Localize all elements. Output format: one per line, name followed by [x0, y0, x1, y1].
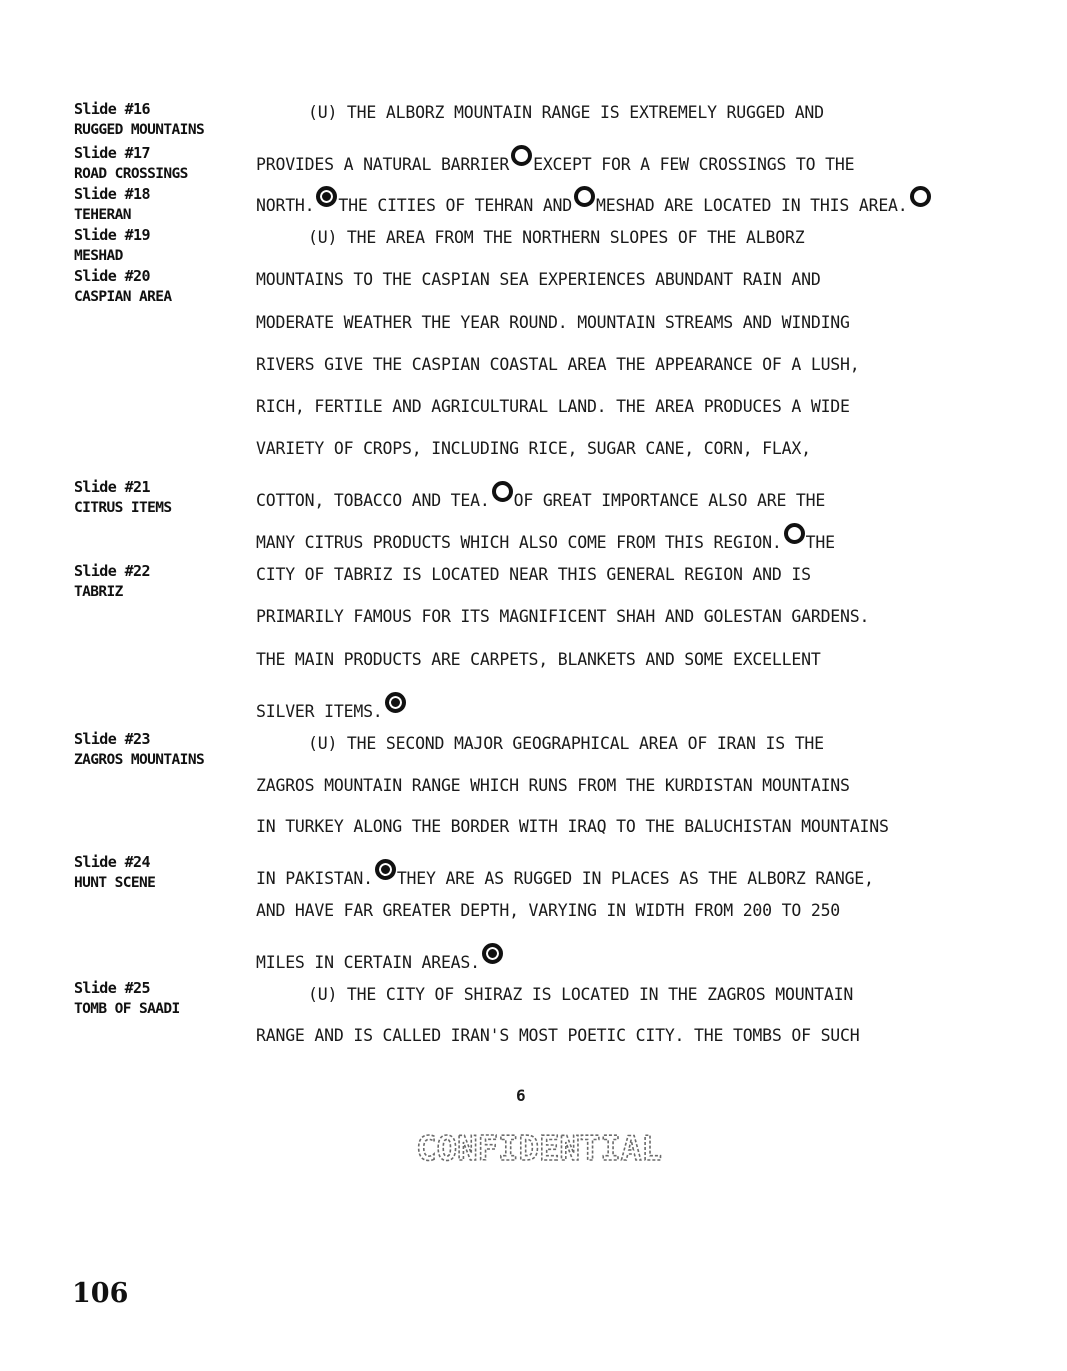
- body-line: VARIETY OF CROPS, INCLUDING RICE, SUGAR CANE, CORN, FLAX,: [256, 439, 811, 458]
- slide-cue-marker: [375, 859, 396, 880]
- body-text: SILVER ITEMS.: [256, 702, 383, 721]
- body-text: MILES IN CERTAIN AREAS.: [256, 953, 480, 972]
- slide-title: CITRUS ITEMS: [74, 499, 172, 516]
- slide-title: ZAGROS MOUNTAINS: [74, 751, 205, 768]
- body-line: (U) THE ALBORZ MOUNTAIN RANGE IS EXTREMELY RUGGED AND: [308, 103, 824, 122]
- classification-stamp-text: CONFIDENTIAL: [416, 1129, 662, 1169]
- body-line: CITY OF TABRIZ IS LOCATED NEAR THIS GENERAL REGION AND IS: [256, 565, 811, 584]
- body-line: [256, 692, 407, 721]
- body-text: PROVIDES A NATURAL BARRIER: [256, 155, 510, 174]
- body-line: [256, 481, 825, 510]
- body-text: THEY ARE AS RUGGED IN PLACES AS THE ALBORZ RANGE,: [396, 869, 874, 888]
- classification-stamp: [414, 1118, 664, 1170]
- slide-title: RUGGED MOUNTAINS: [74, 121, 205, 138]
- margin-note-slide-22: [74, 561, 150, 602]
- margin-note-slide-20: [74, 266, 172, 307]
- slide-title: TEHERAN: [74, 206, 131, 223]
- body-line: (U) THE SECOND MAJOR GEOGRAPHICAL AREA OF IRAN IS THE: [308, 734, 824, 753]
- body-line: MODERATE WEATHER THE YEAR ROUND. MOUNTAIN STREAMS AND WINDING: [256, 313, 850, 332]
- slide-title: CASPIAN AREA: [74, 288, 172, 305]
- document-page-number: 6: [516, 1086, 526, 1105]
- body-line: AND HAVE FAR GREATER DEPTH, VARYING IN WIDTH FROM 200 TO 250: [256, 901, 841, 920]
- slide-cue-marker: [784, 523, 805, 544]
- body-line: (U) THE CITY OF SHIRAZ IS LOCATED IN THE ZAGROS MOUNTAIN: [308, 985, 854, 1004]
- slide-cue-marker: [316, 186, 337, 207]
- margin-note-slide-17: [74, 143, 188, 184]
- body-line: PRIMARILY FAMOUS FOR ITS MAGNIFICENT SHAH AND GOLESTAN GARDENS.: [256, 607, 870, 626]
- body-text: MESHAD ARE LOCATED IN THIS AREA.: [596, 196, 908, 215]
- body-line: [256, 186, 932, 215]
- body-line: [256, 859, 874, 888]
- slide-label: Slide #18: [74, 185, 150, 203]
- body-line: THE MAIN PRODUCTS ARE CARPETS, BLANKETS AND SOME EXCELLENT: [256, 650, 821, 669]
- margin-note-slide-16: [74, 99, 204, 140]
- margin-note-slide-23: [74, 729, 204, 770]
- body-line: [256, 145, 854, 174]
- body-text: IN PAKISTAN.: [256, 869, 373, 888]
- body-text: OF GREAT IMPORTANCE ALSO ARE THE: [513, 491, 826, 510]
- margin-note-slide-24: [74, 852, 155, 893]
- body-line: [256, 943, 504, 972]
- body-line: ZAGROS MOUNTAIN RANGE WHICH RUNS FROM THE KURDISTAN MOUNTAINS: [256, 776, 850, 795]
- body-line: (U) THE AREA FROM THE NORTHERN SLOPES OF THE ALBORZ: [308, 228, 805, 247]
- slide-label: Slide #24: [74, 853, 150, 871]
- slide-title: MESHAD: [74, 247, 123, 264]
- slide-title: TOMB OF SAADI: [74, 1000, 180, 1017]
- slide-title: ROAD CROSSINGS: [74, 165, 188, 182]
- body-line: MOUNTAINS TO THE CASPIAN SEA EXPERIENCES ABUNDANT RAIN AND: [256, 270, 821, 289]
- slide-title: TABRIZ: [74, 583, 123, 600]
- slide-label: Slide #19: [74, 226, 150, 244]
- body-text: EXCEPT FOR A FEW CROSSINGS TO THE: [533, 155, 855, 174]
- body-line: RANGE AND IS CALLED IRAN'S MOST POETIC CITY. THE TOMBS OF SUCH: [256, 1026, 860, 1045]
- slide-label: Slide #20: [74, 267, 150, 285]
- margin-note-slide-21: [74, 477, 172, 518]
- body-text: THE: [805, 533, 835, 552]
- margin-note-slide-18: [74, 184, 150, 225]
- slide-label: Slide #22: [74, 562, 150, 580]
- slide-label: Slide #25: [74, 979, 150, 997]
- slide-title: HUNT SCENE: [74, 874, 156, 891]
- body-line: [256, 523, 835, 552]
- slide-label: Slide #17: [74, 144, 150, 162]
- slide-cue-marker: [910, 186, 931, 207]
- body-text: MANY CITRUS PRODUCTS WHICH ALSO COME FROM THIS REGION.: [256, 533, 782, 552]
- margin-note-slide-19: [74, 225, 150, 266]
- body-line: RIVERS GIVE THE CASPIAN COASTAL AREA THE APPEARANCE OF A LUSH,: [256, 355, 860, 374]
- slide-cue-marker: [385, 692, 406, 713]
- body-text: THE CITIES OF TEHRAN AND: [338, 196, 573, 215]
- slide-label: Slide #16: [74, 100, 150, 118]
- slide-cue-marker: [482, 943, 503, 964]
- margin-note-slide-25: [74, 978, 180, 1019]
- body-line: IN TURKEY ALONG THE BORDER WITH IRAQ TO THE BALUCHISTAN MOUNTAINS: [256, 817, 889, 836]
- body-line: RICH, FERTILE AND AGRICULTURAL LAND. THE AREA PRODUCES A WIDE: [256, 397, 850, 416]
- slide-cue-marker: [574, 186, 595, 207]
- body-text: NORTH.: [256, 196, 315, 215]
- book-page-number: 106: [72, 1278, 129, 1309]
- slide-cue-marker: [492, 481, 513, 502]
- slide-cue-marker: [511, 145, 532, 166]
- body-text: COTTON, TOBACCO AND TEA.: [256, 491, 490, 510]
- slide-label: Slide #23: [74, 730, 150, 748]
- slide-label: Slide #21: [74, 478, 150, 496]
